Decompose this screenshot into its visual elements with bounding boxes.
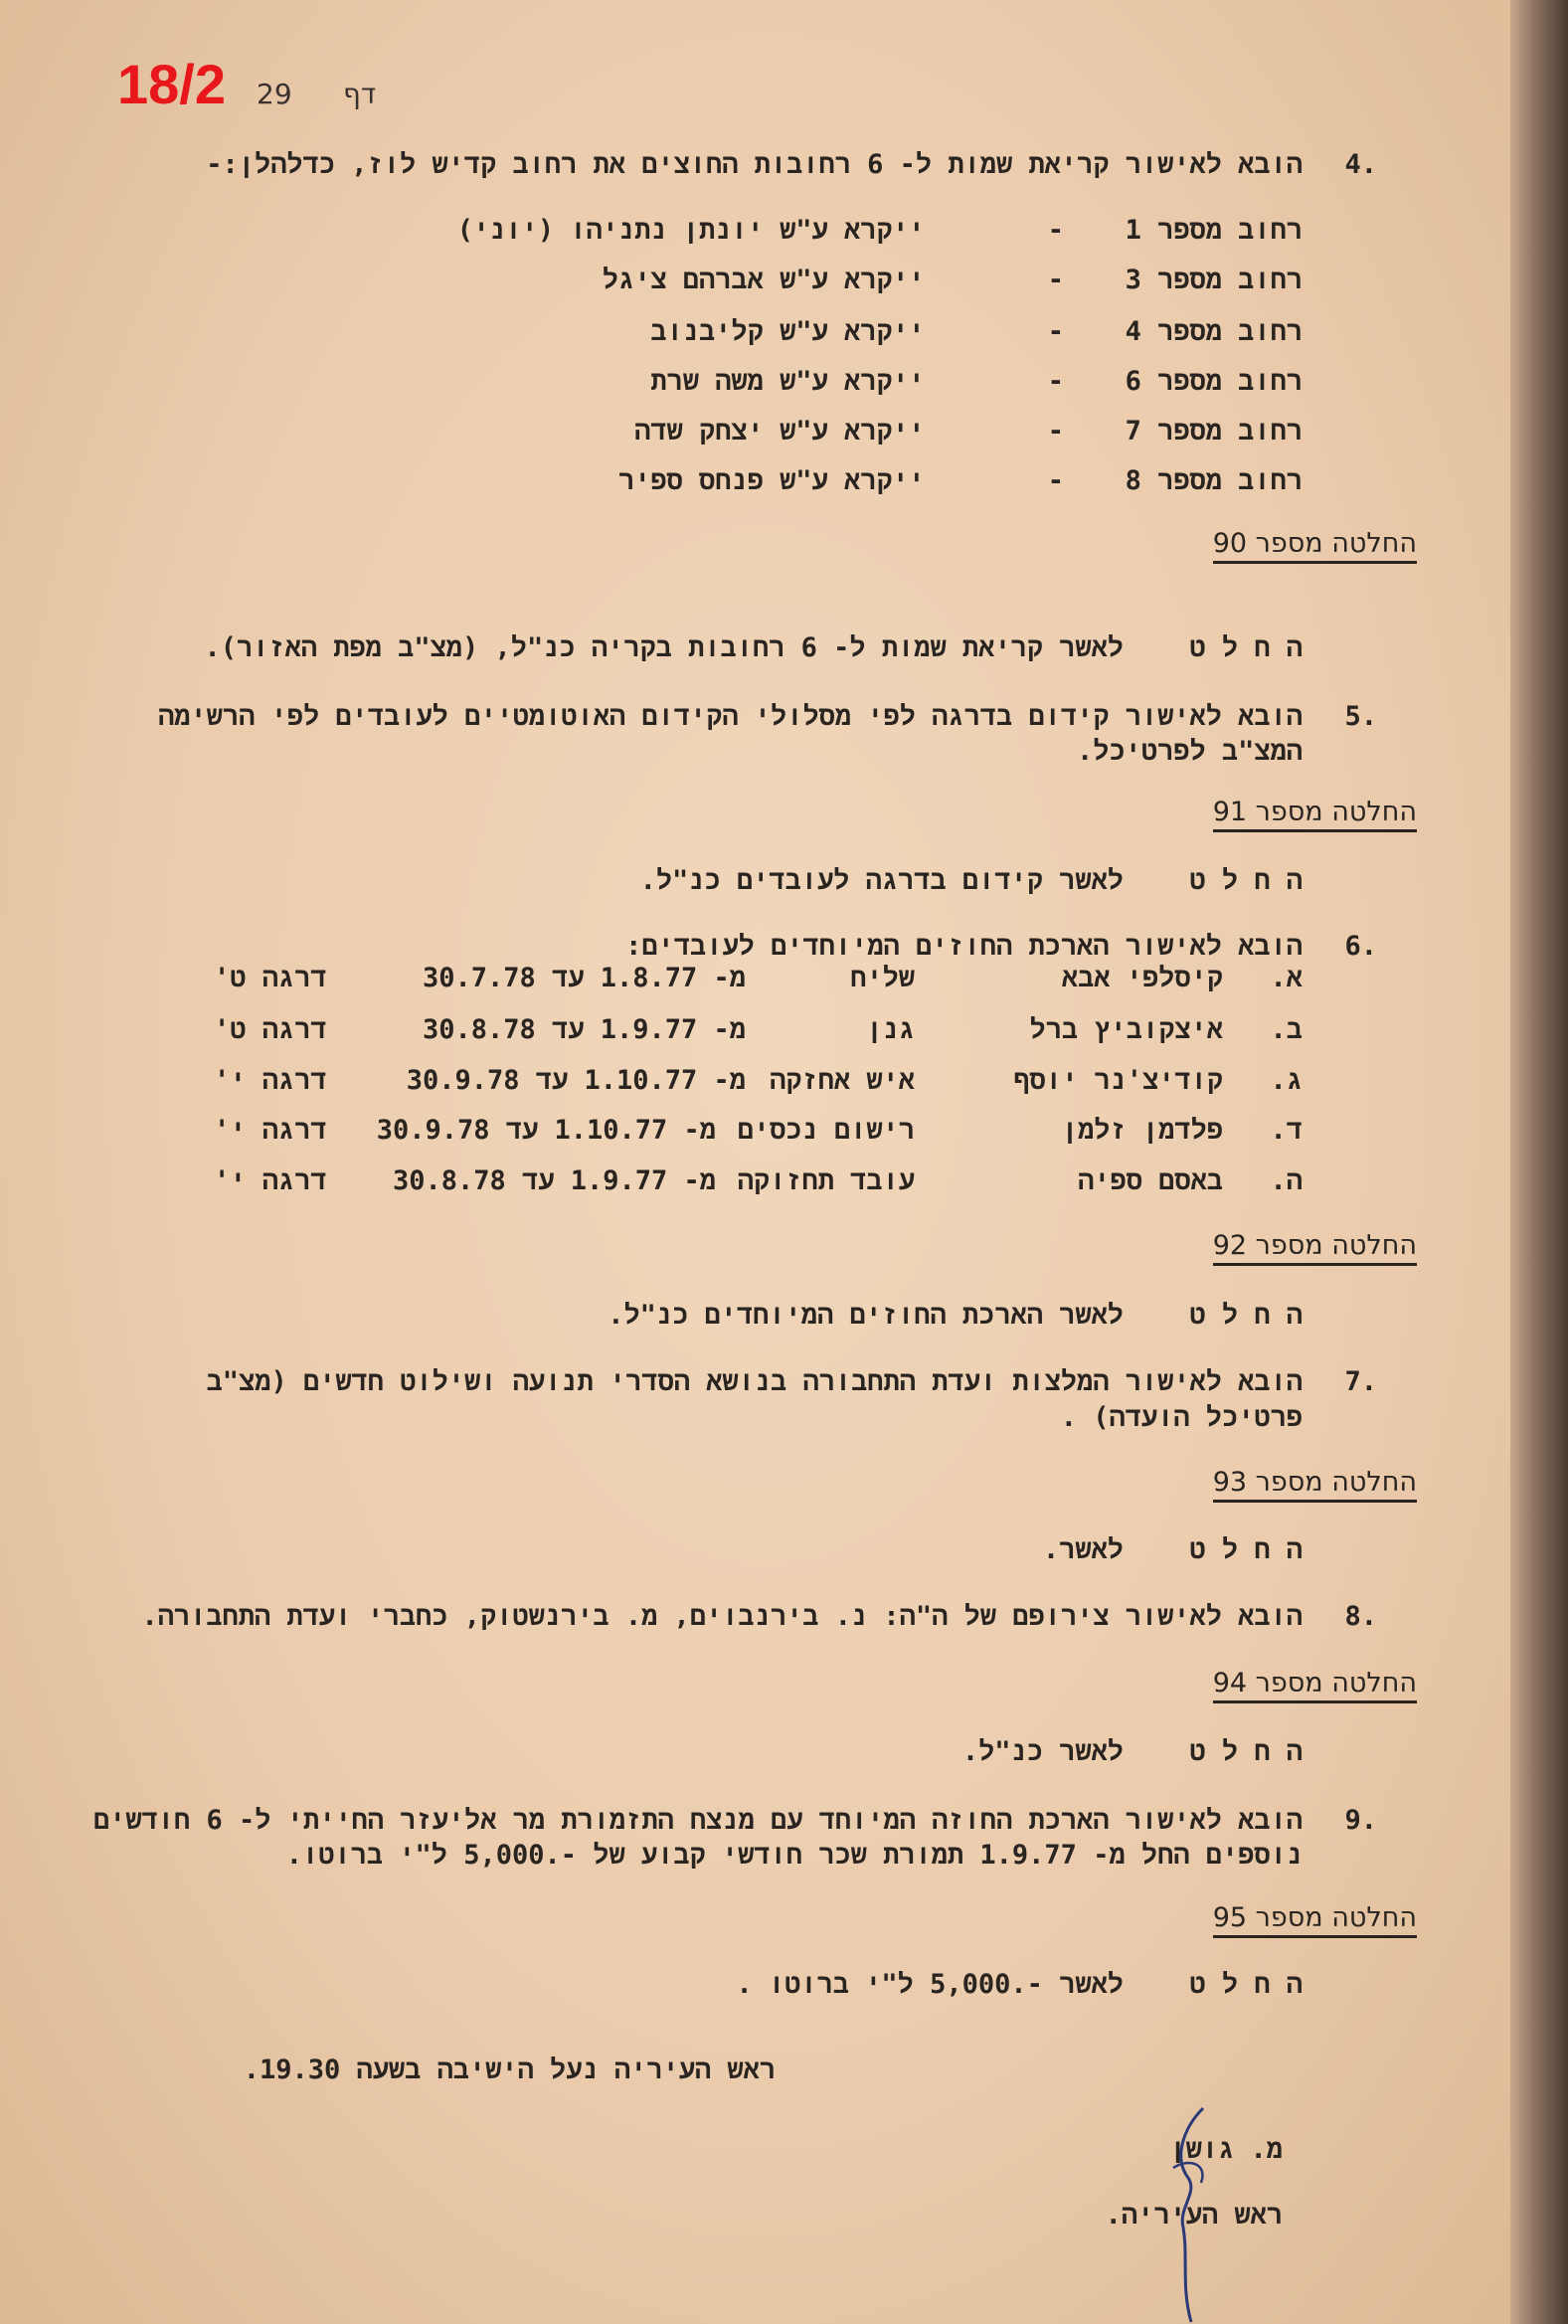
row-letter: ג. [1270, 1065, 1303, 1096]
item-text-line2: פרטיכל הועדה) . [1060, 1402, 1303, 1433]
row-grade: דרגה ט' [214, 1014, 327, 1045]
street-label: רחוב מספר 1 [1125, 215, 1303, 246]
decision-title: החלטה מספר 91 [1213, 796, 1417, 832]
row-name: קודיצ'נר יוסף [1013, 1065, 1223, 1096]
row-period: מ- 1.9.77 עד 30.8.78 [423, 1014, 746, 1045]
decision-text: לאשר -.5,000 ל"י ברוטו . [736, 1969, 1124, 2000]
row-grade: דרגה ט' [214, 963, 327, 993]
item-text: הובא לאישור קריאת שמות ל- 6 רחובות החוצים את רחוב קדיש לוז, כדלהלן:- [206, 149, 1303, 180]
street-dash: - [1047, 316, 1064, 347]
street-dash: - [1047, 215, 1064, 246]
street-name: ייקרא ע"ש אברהם ציגל [602, 265, 925, 295]
street-name: ייקרא ע"ש פנחס ספיר [617, 465, 925, 496]
binding-edge [1510, 0, 1568, 2324]
street-label: רחוב מספר 3 [1125, 265, 1303, 295]
item-text-line2: נוספים החל מ- 1.9.77 תמורת שכר חודשי קבוע של -.5,000 ל"י ברוטו. [285, 1840, 1303, 1871]
street-label: רחוב מספר 8 [1125, 465, 1303, 496]
row-grade: דרגה י' [214, 1165, 327, 1196]
street-dash: - [1047, 265, 1064, 295]
item-number: .5 [1344, 701, 1377, 732]
row-grade: דרגה י' [214, 1115, 327, 1146]
signatory-name: מ. גושן [1169, 2134, 1283, 2165]
item-number: .4 [1344, 149, 1377, 180]
decision-label: ה ח ל ט [1189, 865, 1303, 896]
decision-label: ה ח ל ט [1189, 1534, 1303, 1565]
row-name: באסם ספיה [1078, 1165, 1223, 1196]
signatory-title: ראש העיריה. [1105, 2200, 1283, 2231]
handwritten-signature [1153, 2098, 1223, 2324]
street-name: ייקרא ע"ש יצחק שדה [634, 416, 925, 447]
row-letter: ד. [1270, 1115, 1303, 1146]
row-name: קיסלפי אבא [1061, 963, 1223, 993]
decision-title: החלטה מספר 94 [1213, 1667, 1417, 1703]
street-name: ייקרא ע"ש יונתן נתניהו (יוני) [456, 215, 925, 246]
row-period: מ- 1.9.77 עד 30.8.78 [393, 1165, 716, 1196]
decision-text: לאשר קידום בדרגה לעובדים כנ"ל. [639, 865, 1124, 896]
street-label: רחוב מספר 7 [1125, 416, 1303, 447]
page-number: 29 [257, 78, 292, 110]
item-text-line2: המצ"ב לפרטיכל. [1077, 736, 1303, 767]
decision-text: לאשר כנ"ל. [961, 1736, 1124, 1767]
row-role: איש אחזקה [770, 1065, 915, 1096]
item-number: .7 [1344, 1366, 1377, 1397]
decision-title: החלטה מספר 93 [1213, 1466, 1417, 1503]
page-stamp: 18/2 [117, 53, 226, 115]
row-name: פלדמן זלמן [1061, 1115, 1223, 1146]
row-role: עובד תחזוקה [737, 1165, 915, 1196]
decision-title: החלטה מספר 95 [1213, 1901, 1417, 1938]
street-dash: - [1047, 416, 1064, 447]
street-name: ייקרא ע"ש קליבנוב [650, 316, 925, 347]
closing-text: ראש העיריה נעל הישיבה בשעה 19.30. [243, 2055, 776, 2085]
decision-title: החלטה מספר 92 [1213, 1229, 1417, 1266]
row-role: שליח [850, 963, 915, 993]
row-period: מ- 1.8.77 עד 30.7.78 [423, 963, 746, 993]
street-label: רחוב מספר 4 [1125, 316, 1303, 347]
decision-text: לאשר קריאת שמות ל- 6 רחובות בקריה כנ"ל, (מצ"ב מפת האזור). [204, 632, 1124, 663]
decision-text: לאשר הארכת החוזים המיוחדים כנ"ל. [608, 1300, 1124, 1331]
decision-text: לאשר. [1042, 1534, 1124, 1565]
item-text-line1: הובא לאישור המלצות ועדת התחבורה בנושא הסדרי תנועה ושילוט חדשים (מצ"ב [206, 1366, 1303, 1397]
decision-title: החלטה מספר 90 [1213, 527, 1417, 564]
decision-label: ה ח ל ט [1189, 1969, 1303, 2000]
row-name: איצקוביץ ברל [1029, 1014, 1223, 1045]
item-text-line1: הובא לאישור הארכת החוזה המיוחד עם מנצח התזמורת מר אליעזר החייתי ל- 6 חודשים [92, 1805, 1303, 1836]
item-number: .6 [1344, 931, 1377, 962]
item-number: .8 [1344, 1601, 1377, 1632]
row-letter: ב. [1270, 1014, 1303, 1045]
street-name: ייקרא ע"ש משה שרת [650, 366, 925, 397]
item-text: הובא לאישור צירופם של ה"ה: נ. בירנבוים, מ. בירנשטוק, כחברי ועדת התחבורה. [141, 1601, 1303, 1632]
decision-label: ה ח ל ט [1189, 1736, 1303, 1767]
row-period: מ- 1.10.77 עד 30.9.78 [406, 1065, 746, 1096]
row-role: רישום נכסים [737, 1115, 915, 1146]
street-dash: - [1047, 366, 1064, 397]
row-grade: דרגה י' [214, 1065, 327, 1096]
street-label: רחוב מספר 6 [1125, 366, 1303, 397]
street-dash: - [1047, 465, 1064, 496]
row-period: מ- 1.10.77 עד 30.9.78 [376, 1115, 716, 1146]
page-label: דף [343, 78, 377, 110]
item-number: .9 [1344, 1805, 1377, 1836]
decision-label: ה ח ל ט [1189, 1300, 1303, 1331]
row-role: גנן [866, 1014, 915, 1045]
item-text: הובא לאישור הארכת החוזים המיוחדים לעובדים: [625, 931, 1303, 962]
row-letter: א. [1270, 963, 1303, 993]
item-text-line1: הובא לאישור קידום בדרגה לפי מסלולי הקידום האוטומטיים לעובדים לפי הרשימה [158, 701, 1303, 732]
row-letter: ה. [1270, 1165, 1303, 1196]
decision-label: ה ח ל ט [1189, 632, 1303, 663]
